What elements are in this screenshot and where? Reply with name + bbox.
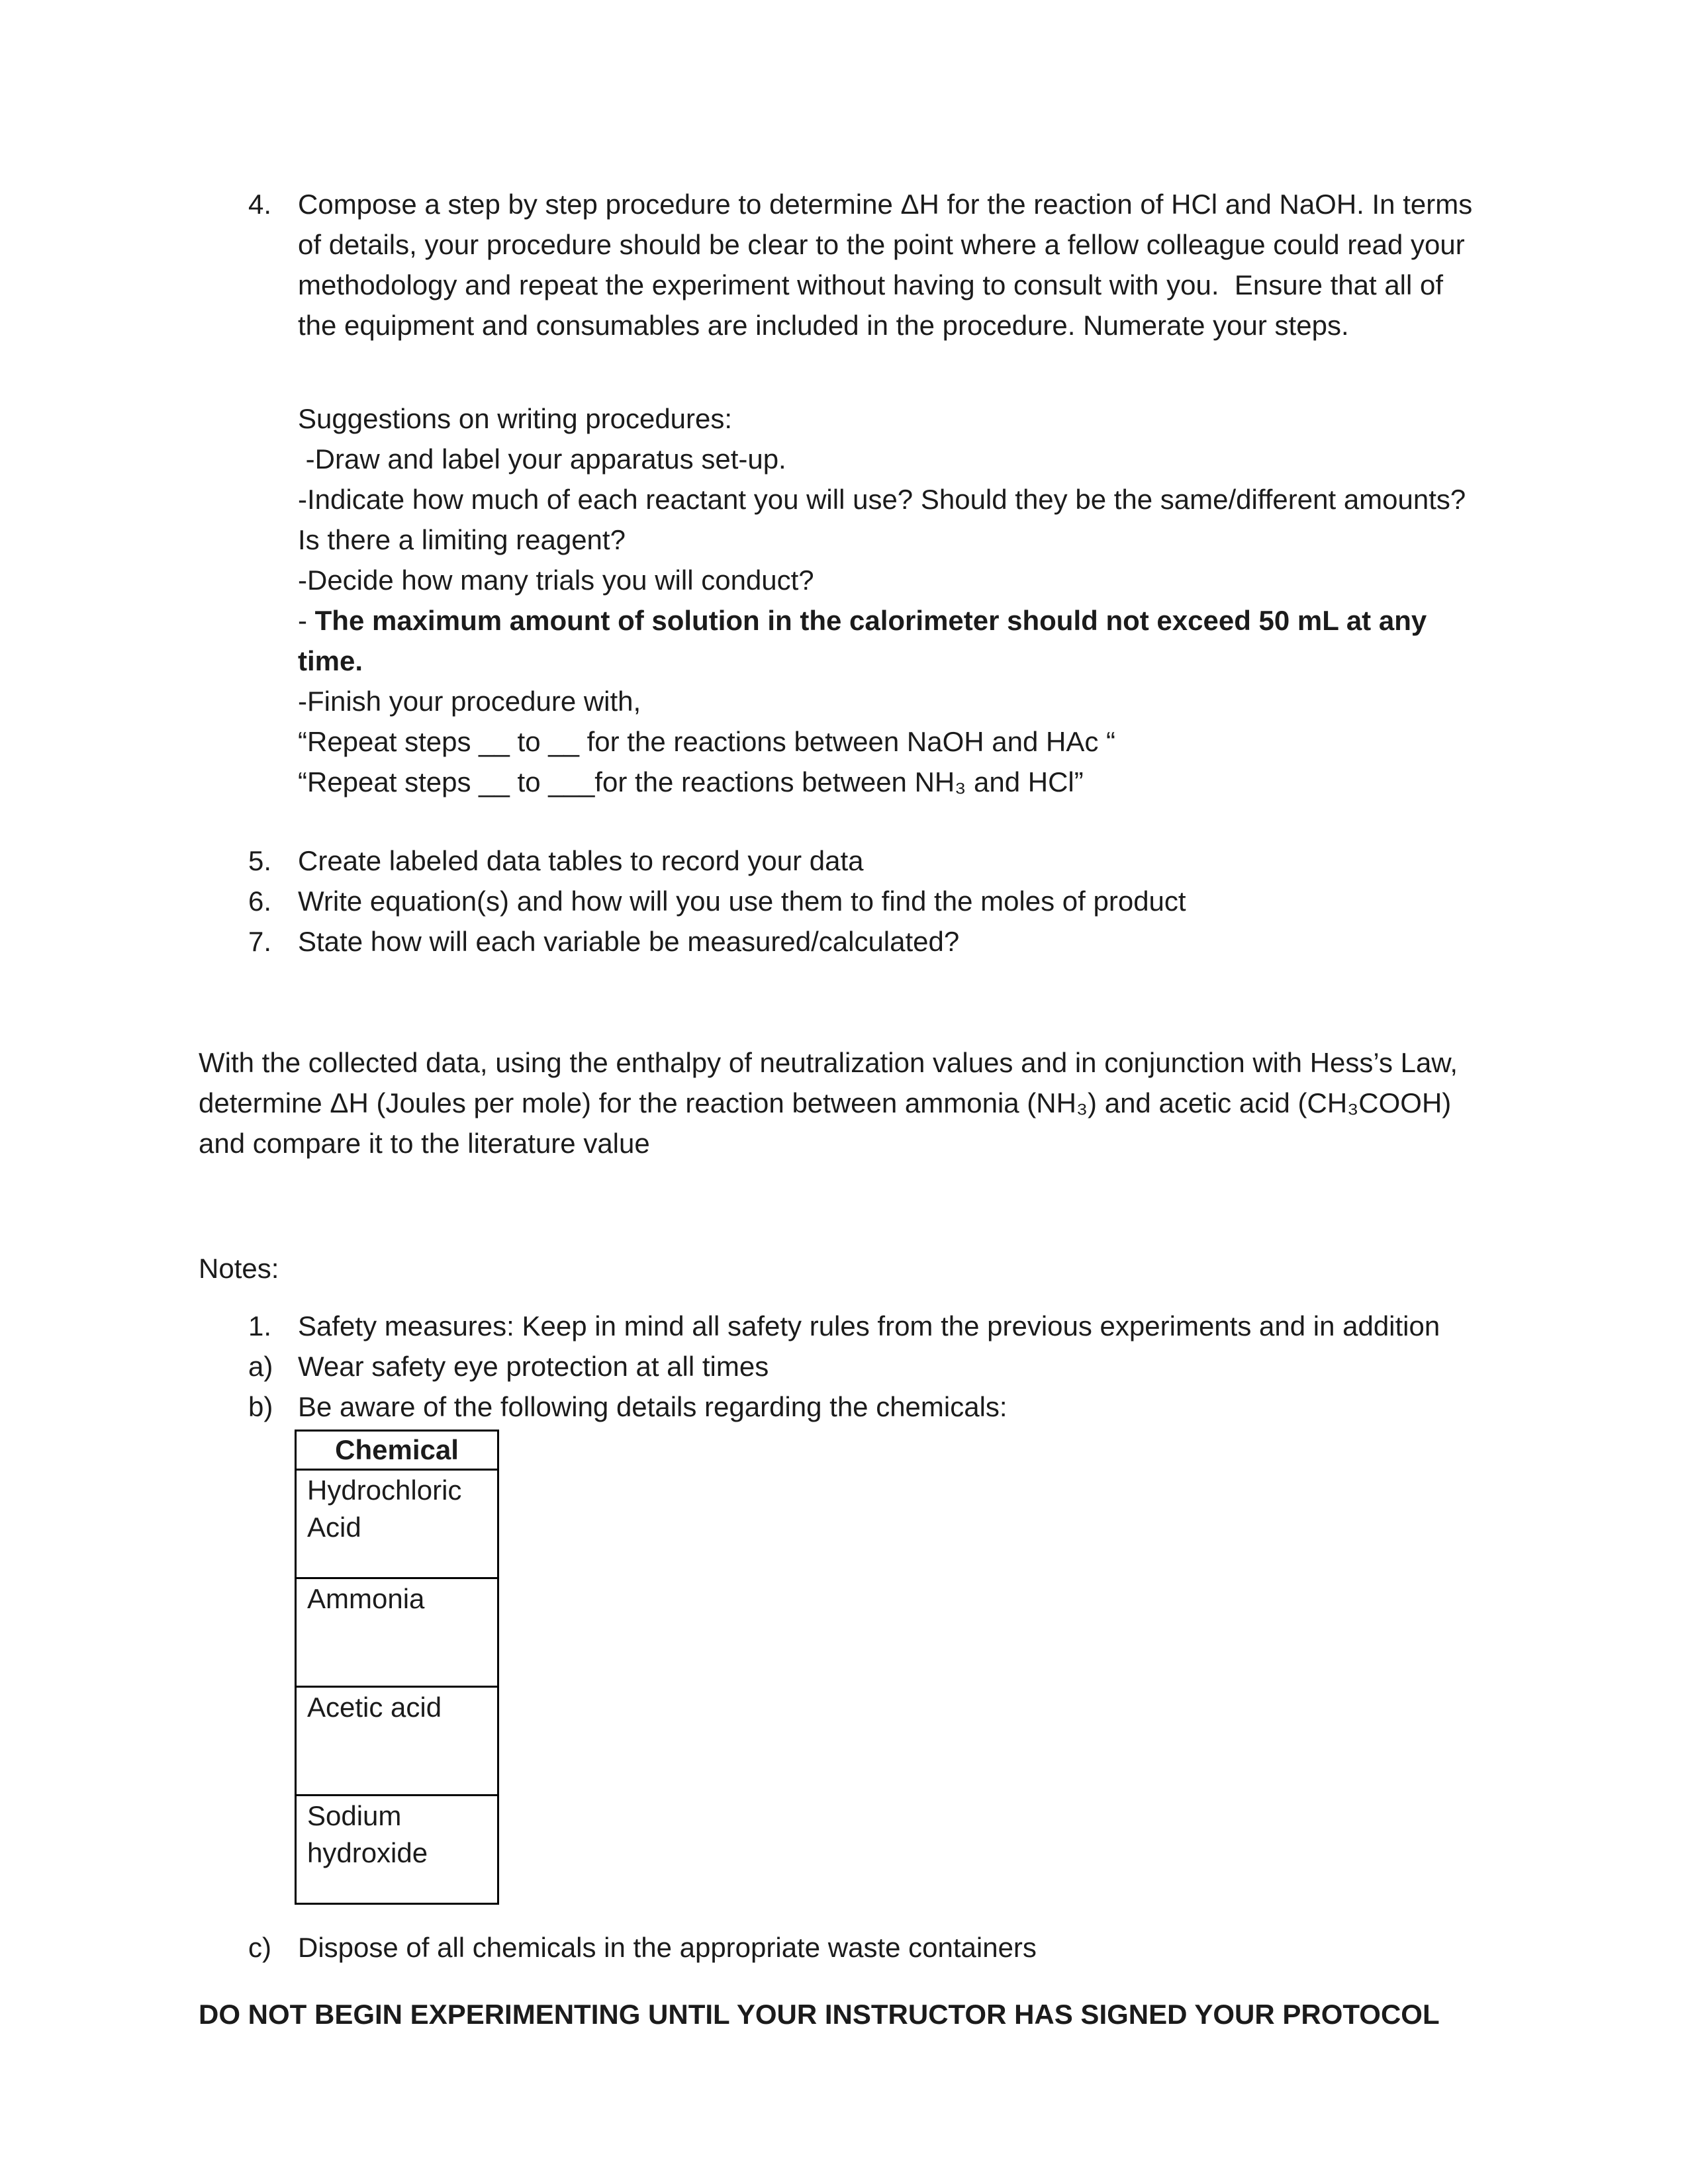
table-row — [296, 1796, 498, 1904]
footer-warning: DO NOT BEGIN EXPERIMENTING UNTIL YOUR INSTRUCTOR HAS SIGNED YOUR PROTOCOL — [199, 1999, 1440, 2030]
suggestions-heading: Suggestions on writing procedures: — [298, 403, 733, 434]
list-item-4-number: 4. — [248, 189, 272, 220]
note-item-a — [248, 1346, 1489, 1387]
hess-law-paragraph: With the collected data, using the enthalpy of neutralization values and in conjunction with Hess’s Law, determine ΔH (Joules per mole) for the reaction between ammonia (NH₃) and acetic acid (CH₃COOH) and compare it to the literature value — [199, 1047, 1466, 1159]
suggestion-bold-prefix: - — [298, 605, 315, 636]
notes-list — [199, 1306, 1489, 1427]
list-item-6-number: 6. — [248, 886, 272, 917]
note-item-1-number: 1. — [248, 1310, 272, 1342]
suggestion-line-finish: -Finish your procedure with, — [298, 686, 641, 717]
note-item-b — [248, 1387, 1489, 1427]
list-item-6 — [248, 881, 1489, 921]
suggestion-line-repeat-nh3-hcl: “Repeat steps __ to ___for the reactions between NH₃ and HCl” — [298, 766, 1084, 797]
table-row — [296, 1578, 498, 1687]
note-item-c — [248, 1927, 1489, 1968]
list-items-5-7 — [199, 841, 1489, 962]
suggestion-bold-text: The maximum amount of solution in the calorimeter should not exceed 50 mL at any time. — [298, 605, 1434, 676]
note-item-b-text: Be aware of the following details regarding the chemicals: — [298, 1391, 1008, 1422]
list-item-4-text: Compose a step by step procedure to determine ΔH for the reaction of HCl and NaOH. In terms of details, your procedure should be clear to the point where a fellow colleague could read your methodology and repeat the experiment without having to consult with you. Ensure that all of the equipment and consumables are included in the procedure. Numerate your steps. — [298, 189, 1480, 341]
note-item-a-text: Wear safety eye protection at all times — [298, 1351, 769, 1382]
suggestion-line-repeat-naoh-hac: “Repeat steps __ to __ for the reactions between NaOH and HAc “ — [298, 726, 1116, 757]
chemical-table-header-cell: Chemical — [296, 1431, 498, 1470]
note-item-c-text: Dispose of all chemicals in the appropriate waste containers — [298, 1932, 1037, 1963]
suggestion-line-trials: -Decide how many trials you will conduct? — [298, 565, 814, 596]
list-item-6-text: Write equation(s) and how will you use them to find the moles of product — [298, 886, 1186, 917]
note-item-b-number: b) — [248, 1391, 273, 1422]
list-item-5-number: 5. — [248, 845, 272, 876]
note-item-a-number: a) — [248, 1351, 273, 1382]
suggestion-line-max-volume — [298, 600, 1489, 681]
suggestion-line-draw: -Draw and label your apparatus set-up. — [298, 443, 786, 475]
chemical-table-header-row — [296, 1431, 498, 1470]
chemical-cell-ammonia: Ammonia — [296, 1578, 498, 1687]
list-item-7-text: State how will each variable be measured/calculated? — [298, 926, 960, 957]
chemical-table — [295, 1430, 499, 1905]
note-item-1 — [248, 1306, 1489, 1346]
note-item-1-text: Safety measures: Keep in mind all safety rules from the previous experiments and in addition — [298, 1310, 1440, 1342]
list-item-7 — [248, 921, 1489, 962]
chemical-cell-sodium-hydroxide: Sodium hydroxide — [296, 1796, 498, 1904]
list-item-5 — [248, 841, 1489, 881]
list-item-5-text: Create labeled data tables to record your data — [298, 845, 864, 876]
list-item-7-number: 7. — [248, 926, 272, 957]
chemical-cell-acetic-acid: Acetic acid — [296, 1687, 498, 1796]
chemical-cell-hydrochloric-acid: Hydrochloric Acid — [296, 1470, 498, 1578]
table-row — [296, 1687, 498, 1796]
suggestions-block — [298, 398, 1489, 802]
suggestion-line-indicate: -Indicate how much of each reactant you will use? Should they be the same/different amounts? Is there a limiting reagent? — [298, 484, 1474, 555]
table-row — [296, 1470, 498, 1578]
list-item-4 — [248, 184, 1489, 345]
notes-label: Notes: — [199, 1253, 279, 1284]
note-item-c-number: c) — [248, 1932, 271, 1963]
